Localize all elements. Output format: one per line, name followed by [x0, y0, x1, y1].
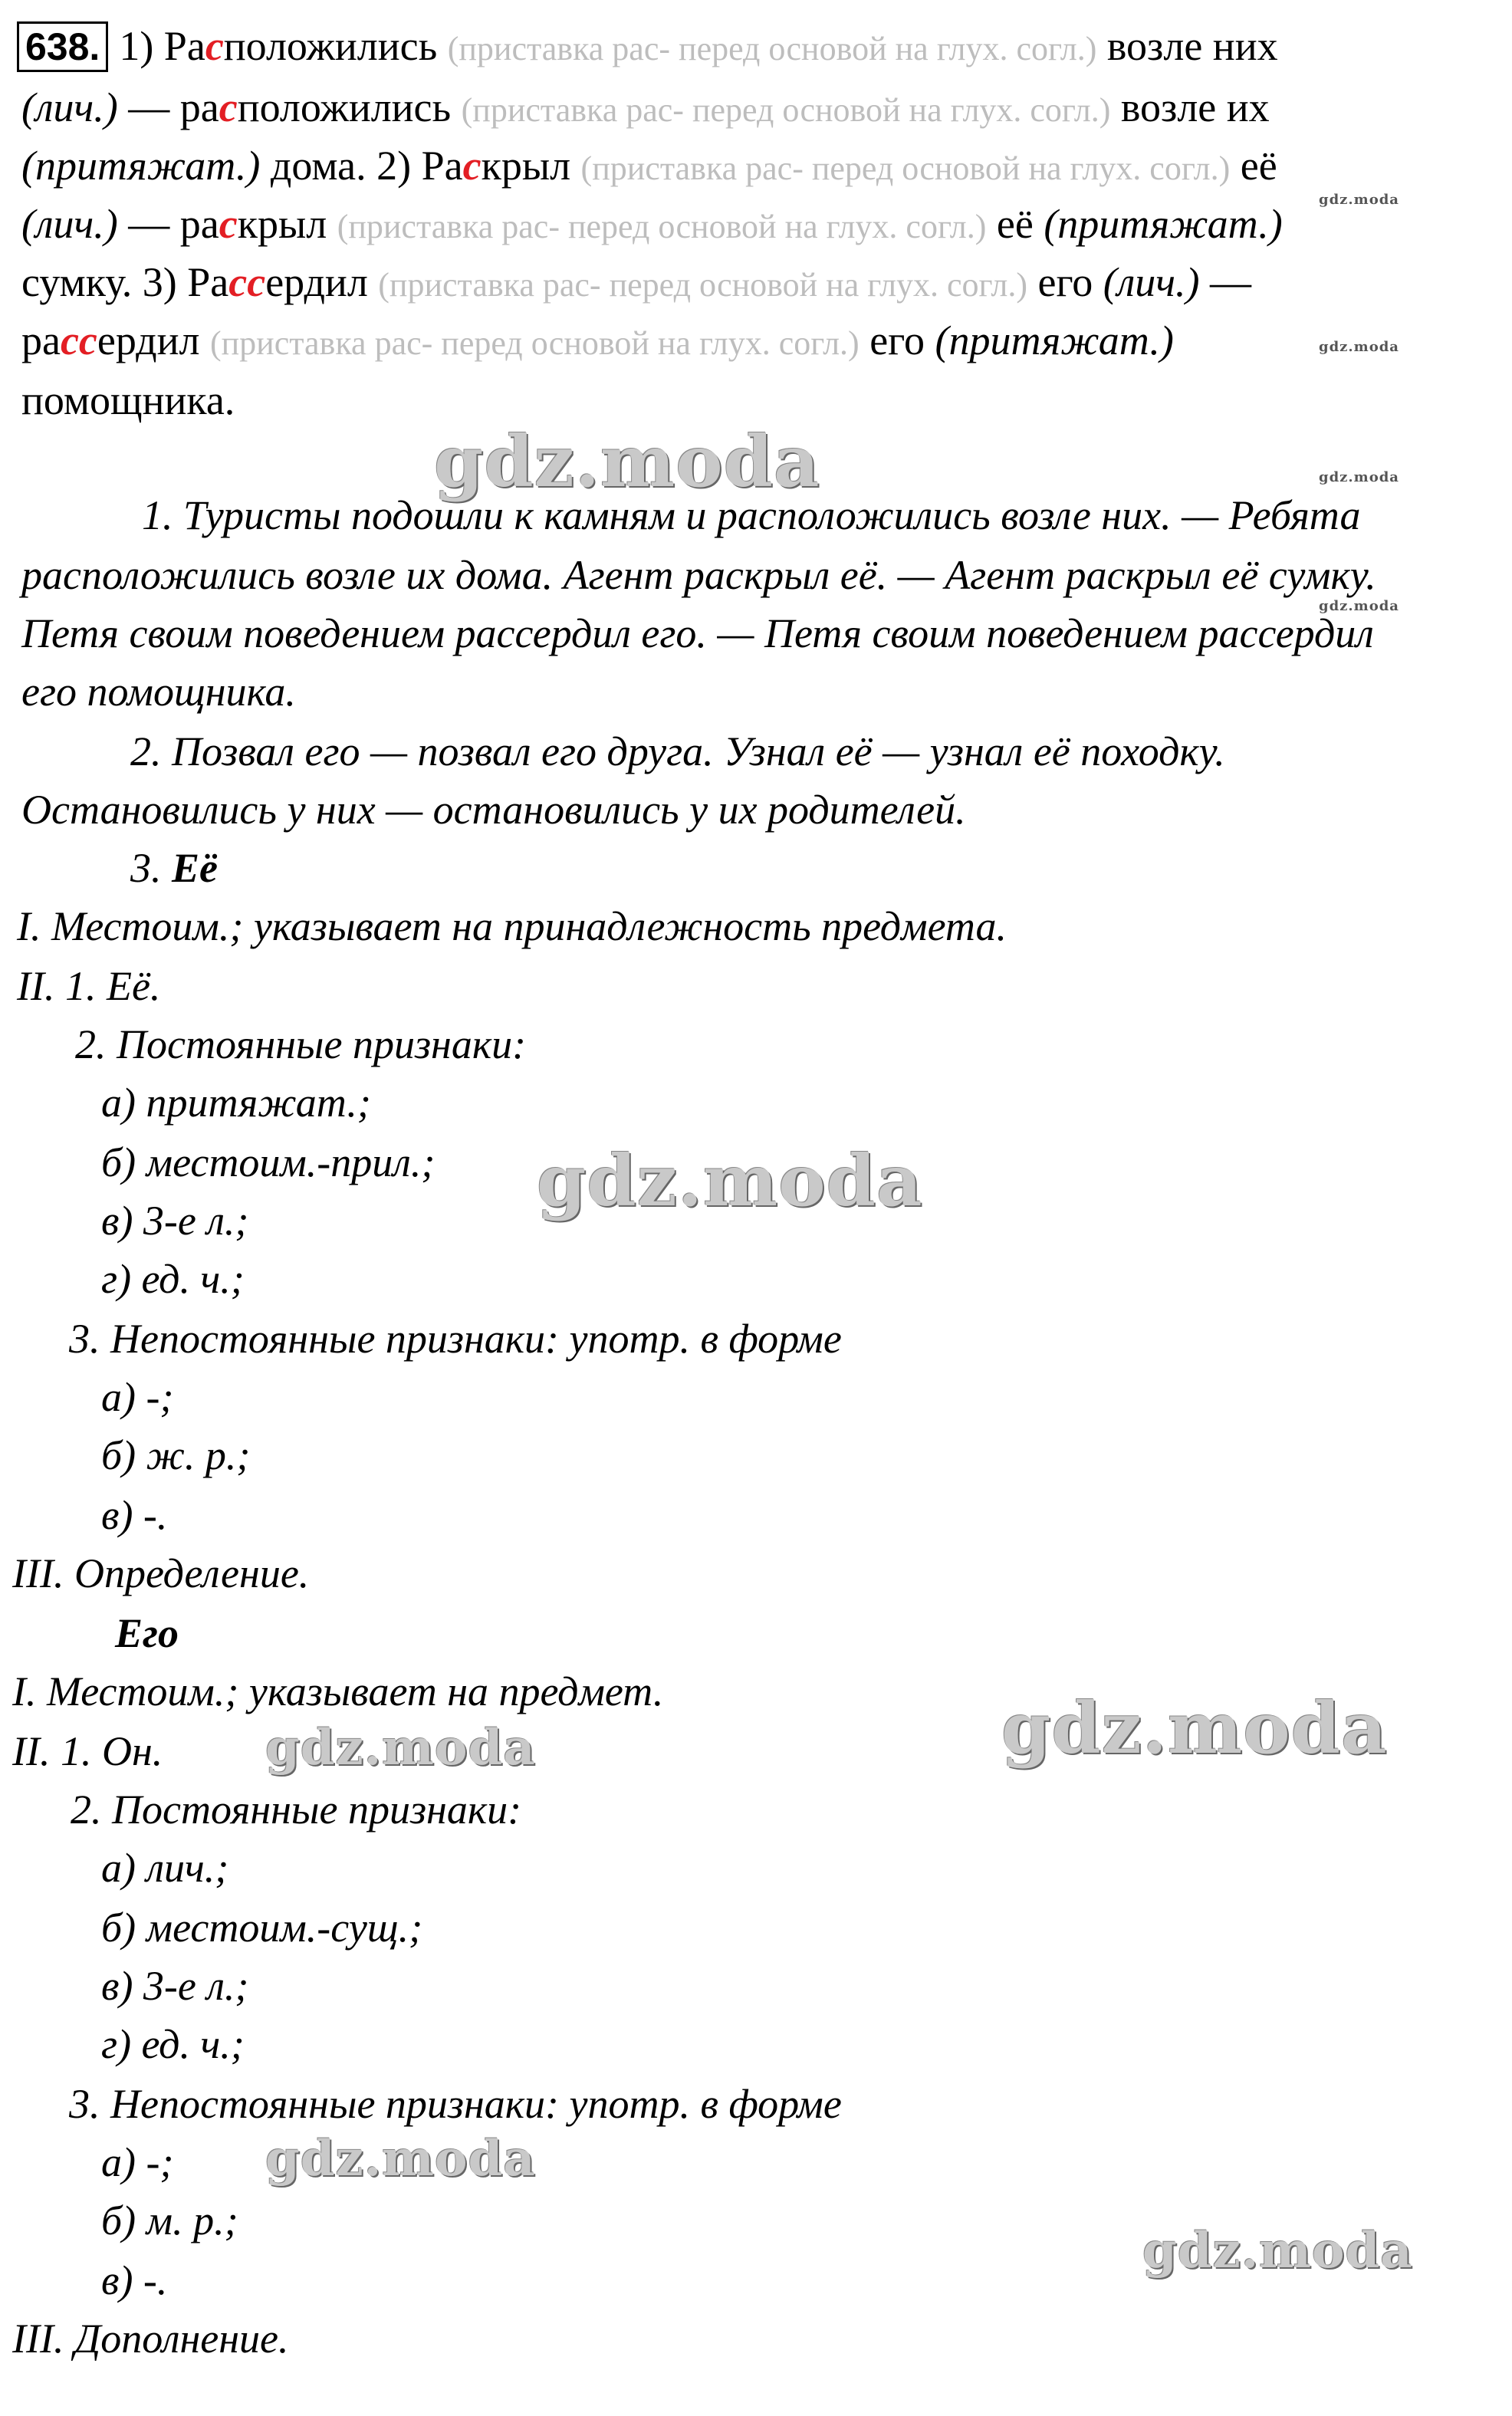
sentence-line: Остановились у них — остановились у их родителей.: [21, 787, 966, 833]
analysis-line: 3. Непостоянные признаки: употр. в форме: [69, 2081, 842, 2127]
sentence-line: его помощника.: [21, 669, 296, 715]
analysis-line: I. Местоим.; указывает на принадлежность предмета.: [17, 903, 1007, 949]
watermark: gdz.moda: [1001, 1687, 1388, 1770]
watermark: gdz.moda: [1319, 598, 1399, 614]
watermark: gdz.moda: [1142, 2222, 1413, 2280]
analysis-line: 2. Постоянные признаки:: [71, 1787, 522, 1833]
analysis-line: а) лич.;: [101, 1845, 229, 1891]
analysis-line: III. Дополнение.: [12, 2316, 289, 2362]
analysis-line: II. 1. Её.: [17, 963, 161, 1009]
line-7: помощника.: [21, 377, 235, 423]
line-5: сумку. 3) Рассердил (приставка рас- перед основой на глух. согл.) его (лич.) —: [21, 259, 1252, 305]
line-6: рассердил (приставка рас- перед основой на глух. согл.) его (притяжат.): [21, 317, 1174, 363]
analysis-line: г) ед. ч.;: [101, 2021, 245, 2067]
analysis-line: в) 3-е л.;: [101, 1963, 249, 2009]
analysis-line: г) ед. ч.;: [101, 1256, 245, 1302]
analysis-line: в) -.: [101, 1492, 168, 1538]
note: (приставка рас- перед основой на глух. согл.): [580, 150, 1231, 187]
sentence-line: Петя своим поведением рассердил его. — Петя своим поведением рассердил: [21, 610, 1374, 656]
note: (приставка рас- перед основой на глух. согл.): [378, 266, 1027, 304]
analysis-line: 3. Непостоянные признаки: употр. в форме: [69, 1316, 842, 1362]
analysis-line: б) м. р.;: [101, 2197, 238, 2243]
analysis-heading: Его: [115, 1610, 179, 1656]
watermark: gdz.moda: [1319, 339, 1399, 355]
analysis-line: I. Местоим.; указывает на предмет.: [12, 1668, 664, 1714]
note: (приставка рас- перед основой на глух. согл.): [447, 30, 1097, 67]
analysis-line: 2. Постоянные признаки:: [75, 1021, 527, 1067]
note: (приставка рас- перед основой на глух. согл.): [209, 324, 860, 362]
sentence-line: расположились возле их дома. Агент раскрыл её. — Агент раскрыл её сумку.: [21, 552, 1376, 598]
analysis-line: б) ж. р.;: [101, 1432, 251, 1478]
note: (приставка рас- перед основой на глух. согл.): [461, 91, 1111, 129]
analysis-line: в) -.: [101, 2257, 168, 2303]
watermark: gdz.moda: [265, 1719, 536, 1777]
analysis-line: б) местоим.-прил.;: [101, 1139, 436, 1185]
line-3: (притяжат.) дома. 2) Раскрыл (приставка рас- перед основой на глух. согл.) её: [21, 143, 1277, 189]
sentence-line: 2. Позвал его — позвал его друга. Узнал её — узнал её походку.: [130, 728, 1225, 774]
analysis-line: а) притяжат.;: [101, 1080, 371, 1126]
note: (приставка рас- перед основой на глух. согл.): [337, 208, 987, 245]
analysis-line: III. Определение.: [12, 1550, 310, 1596]
watermark: gdz.moda: [537, 1139, 923, 1222]
analysis-line: а) -;: [101, 1374, 174, 1420]
analysis-line: б) местоим.-сущ.;: [101, 1905, 423, 1951]
line-4: (лич.) — раскрыл (приставка рас- перед основой на глух. согл.) её (притяжат.): [21, 201, 1283, 247]
watermark: gdz.moda: [265, 2130, 536, 2188]
exercise-number: 638.: [17, 21, 108, 72]
line-1: 638. 1) Расположились (приставка рас- перед основой на глух. согл.) возле них: [17, 21, 1278, 74]
analysis-line: II. 1. Он.: [12, 1728, 163, 1774]
line-2: (лич.) — расположились (приставка рас- перед основой на глух. согл.) возле их: [21, 84, 1270, 130]
sentence-line: 1. Туристы подошли к камням и расположились возле них. — Ребята: [142, 492, 1361, 538]
analysis-heading: 3. Её: [130, 845, 218, 891]
watermark: gdz.moda: [1319, 192, 1399, 208]
analysis-line: а) -;: [101, 2139, 174, 2185]
analysis-line: в) 3-е л.;: [101, 1198, 249, 1244]
watermark: gdz.moda: [434, 420, 820, 503]
watermark: gdz.moda: [1319, 469, 1399, 485]
